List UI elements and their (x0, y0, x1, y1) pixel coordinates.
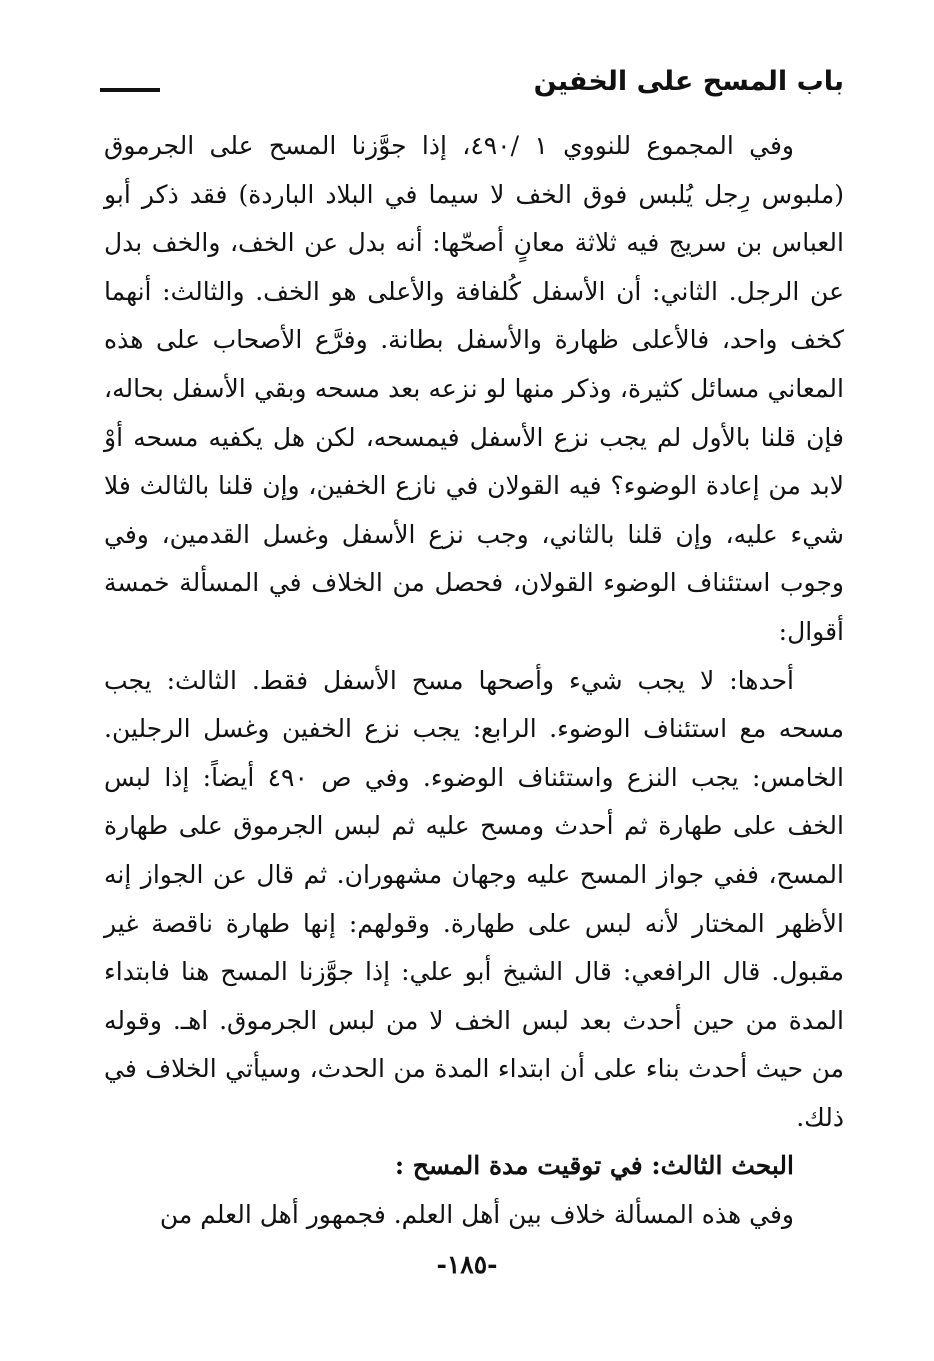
header-rule-main (100, 88, 160, 92)
section-paragraph: وفي هذه المسألة خلاف بين أهل العلم. فجمهور أهل العلم من (159, 1200, 794, 1230)
chapter-title: باب المسح على الخفين (533, 66, 844, 97)
paragraph-2: أحدها: لا يجب شيء وأصحها مسح الأسفل فقط. الثالث: يجب مسحه مع استئناف الوضوء. الرابع: يجب نزع الخفين وغسل الرجلين. الخامس: يجب النزع واستئناف الوضوء. وفي ص ٤٩٠ أيضاً: إذا لبس الخف على طهارة ثم أحدث ومسح عليه ثم لبس الجرموق على طهارة المسح، ففي جواز المسح عليه وجهان مشهوران. ثم قال عن الجواز إنه الأظهر المختار لأنه لبس على طهارة. وقولهم: إنها طهارة ناقصة غير مقبول. قال الرافعي: قال الشيخ أبو علي: إذا جوَّزنا المسح هنا فابتداء المدة من حين أحدث بعد لبس الخف لا من لبس الجرموق. اهـ. وقوله من حيث أحدث بناء على أن ابتداء المدة من الحدث، وسيأتي الخلاف في ذلك. (104, 665, 844, 1132)
section-heading: البحث الثالث: في توقيت مدة المسح : (394, 1151, 794, 1181)
paragraph-1: وفي المجموع للنووي ١ /٤٩٠، إذا جوَّزنا المسح على الجرموق (ملبوس رِجل يُلبس فوق الخف لا سيما في البلاد الباردة) فقد ذكر أبو العباس بن سريج فيه ثلاثة معانٍ أصحّها: أنه بدل عن الخف، والخف بدل عن الرجل. الثاني: أن الأسفل كُلفافة والأعلى هو الخف. والثالث: أنهما كخف واحد، فالأعلى ظهارة والأسفل بطانة. وفرَّع الأصحاب على هذه المعاني مسائل كثيرة، وذكر منها لو نزعه بعد مسحه وبقي الأسفل بحاله، فإن قلنا بالأول لم يجب نزع الأسفل فيمسحه، لكن هل يكفيه مسحه أوْ لابد من إعادة الوضوء؟ فيه القولان في نازع الخفين، وإن قلنا بالثالث فلا شيء عليه، وإن قلنا بالثاني، وجب نزع الأسفل وغسل القدمين، وفي وجوب استئناف الوضوء القولان، فحصل من الخلاف في المسألة خمسة أقوال: (104, 131, 844, 646)
page-number: -١٨٥- (436, 1250, 498, 1279)
running-header (100, 62, 844, 112)
page-body (104, 122, 844, 1240)
